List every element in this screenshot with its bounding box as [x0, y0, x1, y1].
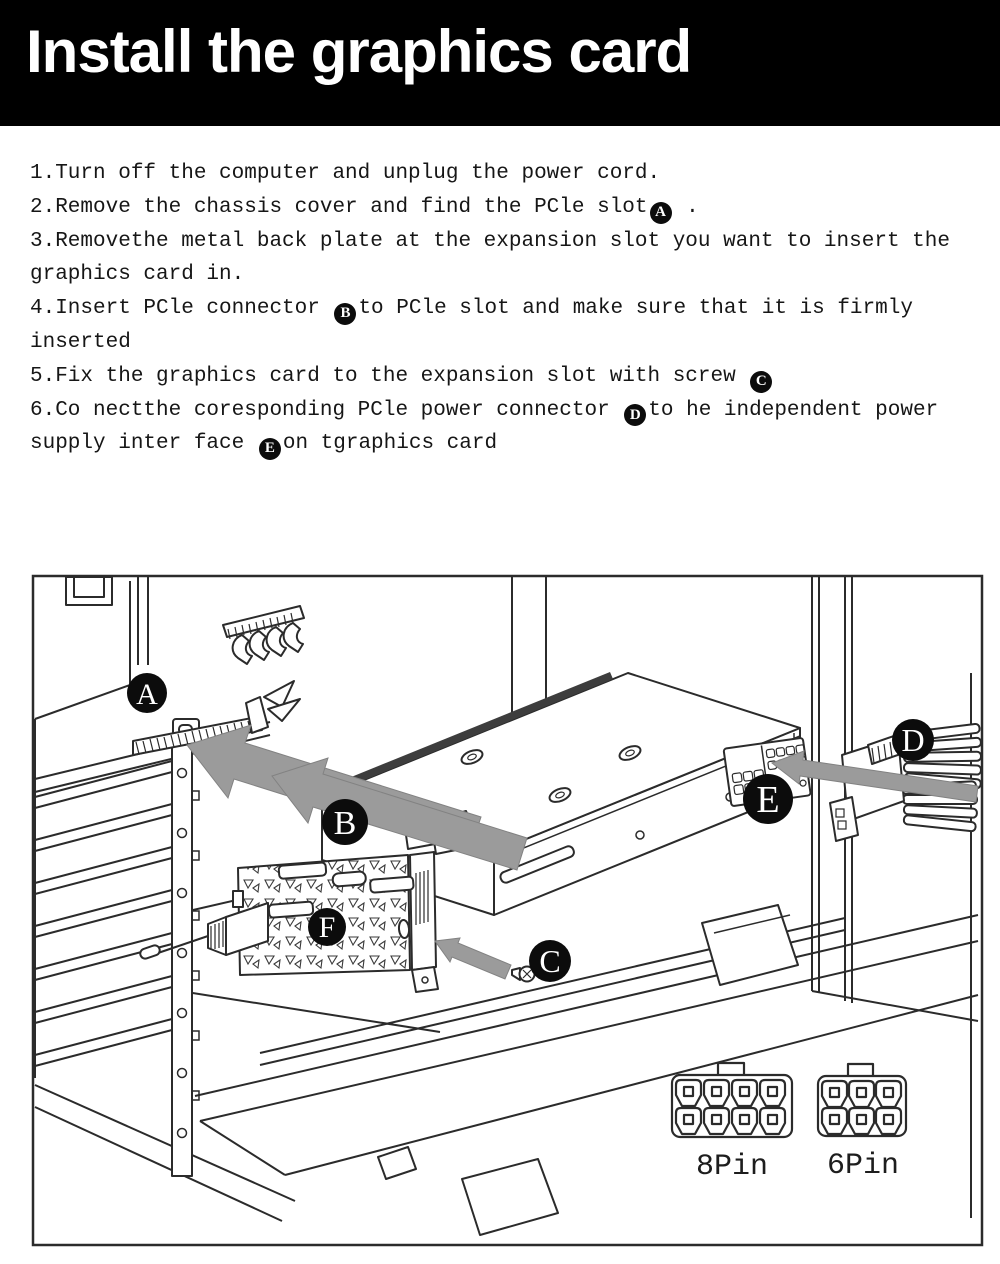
instructions [30, 157, 980, 461]
callout-f-badge [308, 908, 346, 946]
step-text: to he independent power [648, 398, 939, 422]
step-line [30, 191, 980, 225]
step-line [30, 258, 980, 292]
step-line [30, 394, 980, 428]
pin-diagram-6pin [818, 1064, 906, 1136]
hdmi-port [332, 871, 366, 887]
step-line [30, 292, 980, 326]
step-text: 2.Remove the chassis cover and find the PCle slot [30, 195, 648, 219]
callout-d-badge [892, 719, 934, 761]
displayport-1 [279, 862, 327, 879]
step-line [30, 225, 980, 259]
step-text: inserted [30, 330, 131, 354]
pin-diagram-8pin [672, 1063, 792, 1137]
step-text: 1.Turn off the computer and unplug the power cord. [30, 162, 661, 185]
step-badge: D [624, 404, 646, 426]
step-line [30, 427, 980, 461]
step-text: graphics card in. [30, 263, 245, 287]
step-line [30, 157, 980, 191]
callout-e-letter: E [756, 779, 780, 821]
label-6pin: 6Pin [826, 1149, 900, 1183]
callout-c-badge [529, 940, 571, 982]
installation-diagram [30, 573, 985, 1249]
step-text: 3.Removethe metal back plate at the expansion slot you want to insert the [30, 229, 950, 253]
step-text: supply inter face [30, 432, 257, 456]
step-line [30, 360, 980, 394]
page-title: Install the graphics card [26, 18, 692, 85]
case-foot-left [462, 1159, 558, 1235]
callout-f-letter: F [318, 911, 336, 944]
displayport-3 [269, 901, 314, 917]
callout-a-letter: A [136, 678, 158, 711]
callout-a-badge [127, 673, 167, 713]
callout-b-letter: B [333, 805, 357, 842]
callout-c-letter: C [539, 943, 561, 979]
step-badge: A [650, 202, 672, 224]
step-text: on tgraphics card [282, 432, 498, 456]
motherboard-slots [223, 606, 304, 664]
step-text: 4.Insert PCle connector [30, 297, 333, 321]
title-bar [0, 0, 1000, 126]
step-line [30, 326, 980, 360]
displayport-2 [370, 876, 414, 892]
callout-b-badge [322, 799, 368, 845]
screw-arrow [435, 938, 511, 979]
step-badge: E [259, 438, 281, 460]
step-text: . [673, 195, 699, 219]
diagram-svg [30, 573, 985, 1249]
callout-e-badge [743, 774, 793, 824]
step-text: 6.Co nectthe coresponding PCle power connector [30, 398, 623, 422]
step-text: to PCle slot and make sure that it is firmly [358, 297, 913, 321]
callout-d-letter: D [901, 722, 925, 758]
label-8pin: 8Pin [695, 1150, 769, 1184]
slot-latch [246, 681, 300, 733]
step-badge: C [750, 371, 772, 393]
vent-slats [35, 761, 172, 1066]
step-text: 5.Fix the graphics card to the expansion slot with screw [30, 364, 749, 388]
step-badge: B [334, 303, 356, 325]
base-lines [35, 1085, 295, 1221]
